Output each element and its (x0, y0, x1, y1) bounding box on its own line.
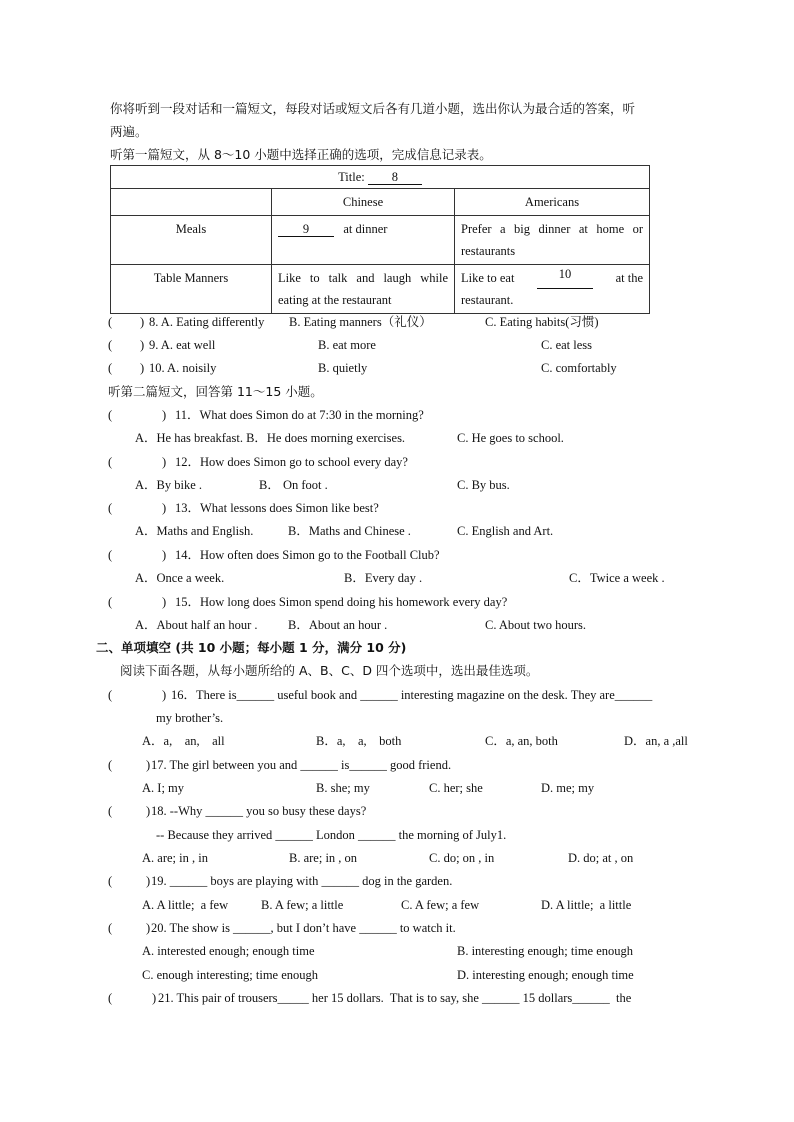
manners-americans-line1 (461, 267, 643, 289)
q18-option-d: D. do; at , on (568, 851, 634, 865)
q12-option-b: B． On foot . (259, 478, 328, 492)
q14-option-b: B．Every day . (344, 571, 423, 585)
q17-option-c: C. her; she (429, 781, 483, 795)
q11-stem: 11．What does Simon do at 7:30 in the morning? (175, 408, 424, 422)
q14-option-a: A．Once a week. (135, 571, 225, 585)
table-title-row (111, 166, 650, 189)
meals-chinese-suffix: at dinner (343, 222, 388, 236)
q9-paren: ( (108, 338, 113, 352)
q16-paren-close: ) (162, 688, 167, 702)
q10-option-b: B. quietly (318, 361, 368, 375)
meals-chinese-cell (272, 216, 455, 265)
q18-option-b: B. are; in , on (289, 851, 358, 865)
q13-paren: ( (108, 501, 113, 515)
meals-americans-line1: Prefer a big dinner at home or (461, 222, 643, 236)
manners-americans-line2: restaurant. (461, 293, 514, 307)
q14-stem: 14．How often does Simon go to the Football Club? (175, 548, 440, 562)
q20-option-d: D. interesting enough; enough time (457, 968, 634, 982)
q10-paren-close: ) (140, 361, 145, 375)
q13-option-b: B．Maths and Chinese . (288, 524, 411, 538)
q15-paren: ( (108, 595, 113, 609)
blank-10: 10 (537, 267, 593, 289)
part1-instruction: 听第一篇短文，从 8～10 小题中选择正确的选项，完成信息记录表。 (110, 147, 492, 162)
q9-option-c: C. eat less (541, 338, 593, 352)
q12-paren: ( (108, 455, 113, 469)
meals-americans-cell (455, 216, 650, 265)
q16-stem-1: 16．There is______ useful book and ______ interesting magazine on the desk. They are______ (171, 688, 653, 702)
q11-option-ab: A．He has breakfast. B．He does morning exercises. (135, 431, 406, 445)
q18-paren-close: ) (146, 804, 151, 818)
q13-option-a: A．Maths and English. (135, 524, 254, 538)
q16-option-a: A．a, an, all (142, 734, 225, 748)
q8-option-c: C. Eating habits(习惯) (485, 315, 599, 329)
info-record-table (110, 165, 650, 314)
q21-paren: ( (108, 991, 113, 1005)
q16-option-c: C．a, an, both (485, 734, 558, 748)
q17-option-d: D. me; my (541, 781, 595, 795)
q16-option-d: D．an, a ,all (624, 734, 688, 748)
q19-option-b: B. A few; a little (261, 898, 344, 912)
q12-paren-close: ) (162, 455, 167, 469)
q15-option-a: A．About half an hour . (135, 618, 258, 632)
q9-option-a: 9. A. eat well (149, 338, 216, 352)
q17-option-b: B. she; my (316, 781, 370, 795)
q19-paren-close: ) (146, 874, 151, 888)
q15-option-b: B．About an hour . (288, 618, 388, 632)
q17-paren-close: ) (146, 758, 151, 772)
q20-option-a: A. interested enough; enough time (142, 944, 315, 958)
q15-stem: 15．How long does Simon spend doing his homework every day? (175, 595, 508, 609)
q12-option-c: C. By bus. (457, 478, 510, 492)
part2-instruction: 听第二篇短文，回答第 11～15 小题。 (108, 384, 323, 399)
q17-option-a: A. I; my (142, 781, 185, 795)
q19-option-d: D. A little; a little (541, 898, 632, 912)
title-blank-8: 8 (368, 170, 422, 185)
section2-instruction: 阅读下面各题，从每小题所给的 A、B、C、D 四个选项中，选出最佳选项。 (120, 663, 539, 678)
blank-9: 9 (278, 222, 334, 237)
q8-paren: ( (108, 315, 113, 329)
q18-option-c: C. do; on , in (429, 851, 495, 865)
table-row-meals (111, 216, 650, 265)
q11-option-c: C. He goes to school. (457, 431, 564, 445)
q10-option-c: C. comfortably (541, 361, 617, 375)
q11-paren-close: ) (162, 408, 167, 422)
row-label-meals: Meals (111, 216, 272, 265)
q17-stem: 17. The girl between you and ______ is______ good friend. (151, 758, 452, 772)
table-title-cell (111, 166, 650, 189)
manners-chinese-line2: eating at the restaurant (278, 293, 392, 307)
q14-paren: ( (108, 548, 113, 562)
q12-stem: 12．How does Simon go to school every day? (175, 455, 408, 469)
manners-americans-cell (455, 265, 650, 314)
q20-option-c: C. enough interesting; time enough (142, 968, 319, 982)
intro-line-1: 你将听到一段对话和一篇短文，每段对话或短文后各有几道小题，选出你认为最合适的答案，听 (110, 101, 636, 116)
q18-stem: 18. --Why ______ you so busy these days? (151, 804, 367, 818)
q19-option-a: A. A little; a few (142, 898, 229, 912)
header-empty-cell (111, 189, 272, 216)
q15-paren-close: ) (162, 595, 167, 609)
q13-stem: 13．What lessons does Simon like best? (175, 501, 379, 515)
table-row-manners (111, 265, 650, 314)
section2-heading: 二、单项填空 (共 10 小题；每小题 1 分，满分 10 分) (96, 640, 407, 655)
q18-stem-2: -- Because they arrived ______ London ______ the morning of July1. (156, 828, 507, 842)
q12-option-a: A．By bike . (135, 478, 203, 492)
q21-paren-close: ) (152, 991, 157, 1005)
q17-paren: ( (108, 758, 113, 772)
q13-option-c: C. English and Art. (457, 524, 554, 538)
q20-paren: ( (108, 921, 113, 935)
q16-stem-2: my brother’s. (156, 711, 224, 725)
q20-paren-close: ) (146, 921, 151, 935)
q10-option-a: 10. A. noisily (149, 361, 217, 375)
title-label: Title: (338, 170, 365, 184)
q16-option-b: B．a, a, both (316, 734, 402, 748)
q21-stem: 21. This pair of trousers_____ her 15 dollars. That is to say, she ______ 15 dollars______ the (158, 991, 632, 1005)
q14-paren-close: ) (162, 548, 167, 562)
q8-option-a: 8. A. Eating differently (149, 315, 265, 329)
table-header-row (111, 189, 650, 216)
q18-option-a: A. are; in , in (142, 851, 208, 865)
q8-paren-close: ) (140, 315, 145, 329)
q8-option-b: B. Eating manners（礼仪） (289, 315, 432, 329)
manners-chinese-line1: Like to talk and laugh while (278, 271, 448, 285)
q9-option-b: B. eat more (318, 338, 376, 352)
q19-option-c: C. A few; a few (401, 898, 480, 912)
q14-option-c: C．Twice a week . (569, 571, 665, 585)
q13-paren-close: ) (162, 501, 167, 515)
header-chinese: Chinese (272, 189, 455, 216)
intro-line-2: 两遍。 (110, 124, 148, 139)
q18-paren: ( (108, 804, 113, 818)
q20-stem: 20. The show is ______, but I don’t have ______ to watch it. (151, 921, 456, 935)
q10-paren: ( (108, 361, 113, 375)
manners-americans-suffix: at the (615, 271, 643, 285)
manners-americans-prefix: Like to eat (461, 271, 515, 285)
meals-americans-line2: restaurants (461, 244, 516, 258)
q19-paren: ( (108, 874, 113, 888)
q9-paren-close: ) (140, 338, 145, 352)
q11-paren: ( (108, 408, 113, 422)
q16-paren: ( (108, 688, 113, 702)
q15-option-c: C. About two hours. (485, 618, 587, 632)
q19-stem: 19. ______ boys are playing with ______ dog in the garden. (151, 874, 453, 888)
manners-chinese-cell (272, 265, 455, 314)
q20-option-b: B. interesting enough; time enough (457, 944, 634, 958)
header-americans: Americans (455, 189, 650, 216)
row-label-manners: Table Manners (111, 265, 272, 314)
